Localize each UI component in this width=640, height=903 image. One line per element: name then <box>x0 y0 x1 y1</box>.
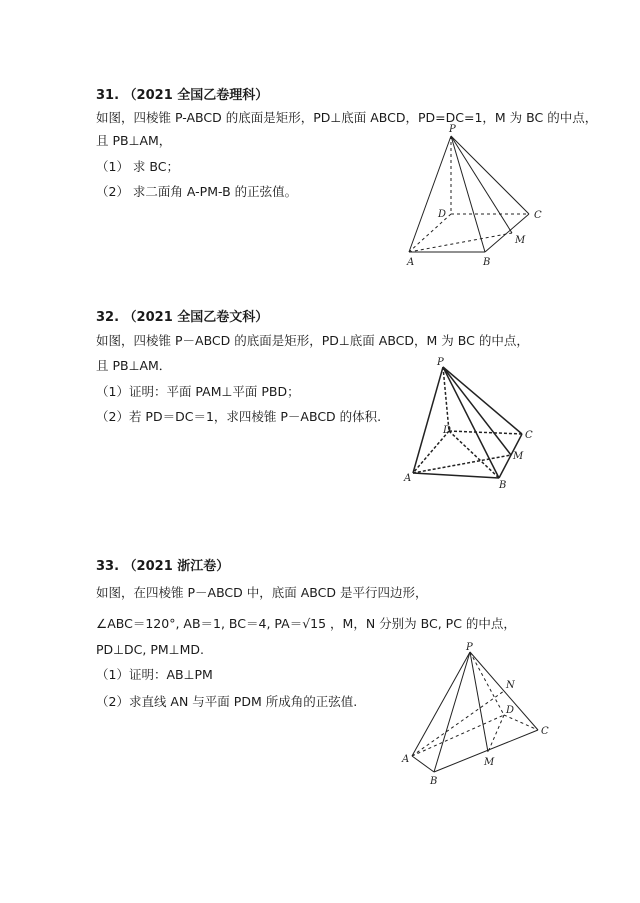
label-B: B <box>499 480 507 491</box>
problem-32-pyramid-figure <box>403 355 553 490</box>
label-D: D <box>438 209 447 220</box>
problem-33-statement-line-2: ∠ABC＝120°, AB＝1, BC＝4, PA＝√15 ，M，N 分别为 BC, PC 的中点， <box>96 616 516 631</box>
label-C: C <box>534 210 542 221</box>
label-P: P <box>437 357 444 368</box>
label-A: A <box>407 257 415 268</box>
problem-32-statement-line-1: 如图，四棱锥 P－ABCD 的底面是矩形，PD⊥底面 ABCD，M 为 BC 的中点， <box>96 333 529 348</box>
label-D: D <box>506 705 515 716</box>
label-D: D <box>443 425 452 436</box>
problem-33-heading: 33. （2021 浙江卷） <box>96 559 230 574</box>
problem-31-statement-line-2: 且 PB⊥AM， <box>96 133 172 148</box>
label-C: C <box>525 430 533 441</box>
label-N: N <box>506 680 515 691</box>
label-A: A <box>404 473 412 484</box>
label-A: A <box>402 754 410 765</box>
problem-32-statement-line-2: 且 PB⊥AM． <box>96 358 172 373</box>
label-M: M <box>484 757 495 768</box>
label-C: C <box>541 726 549 737</box>
label-B: B <box>483 257 491 268</box>
problem-31-question-1: （1） 求 BC； <box>96 159 179 174</box>
label-M: M <box>513 451 524 462</box>
problem-33-pyramid-figure <box>398 640 558 790</box>
problem-32-heading: 32. （2021 全国乙卷文科） <box>96 310 269 325</box>
problem-33-statement-line-3: PD⊥DC, PM⊥MD. <box>96 642 204 657</box>
problem-33-question-1: （1）证明：AB⊥PM <box>96 667 213 682</box>
label-P: P <box>449 124 456 135</box>
label-P: P <box>466 642 473 653</box>
problem-33-question-2: （2）求直线 AN 与平面 PDM 所成角的正弦值. <box>96 694 358 709</box>
label-B: B <box>430 776 438 787</box>
problem-33-statement-line-1: 如图，在四棱锥 P－ABCD 中，底面 ABCD 是平行四边形， <box>96 585 428 600</box>
problem-31-pyramid-figure <box>395 120 555 270</box>
problem-32-question-2: （2）若 PD＝DC＝1，求四棱锥 P－ABCD 的体积. <box>96 409 382 424</box>
problem-32-question-1: （1）证明：平面 PAM⊥平面 PBD； <box>96 384 300 399</box>
problem-31-heading: 31. （2021 全国乙卷理科） <box>96 88 269 103</box>
label-M: M <box>515 235 526 246</box>
problem-31-statement-line-1: 如图，四棱锥 P-ABCD 的底面是矩形，PD⊥底面 ABCD，PD=DC=1，M 为 BC 的中点， <box>96 110 598 125</box>
problem-31-question-2: （2） 求二面角 A-PM-B 的正弦值。 <box>96 184 298 199</box>
